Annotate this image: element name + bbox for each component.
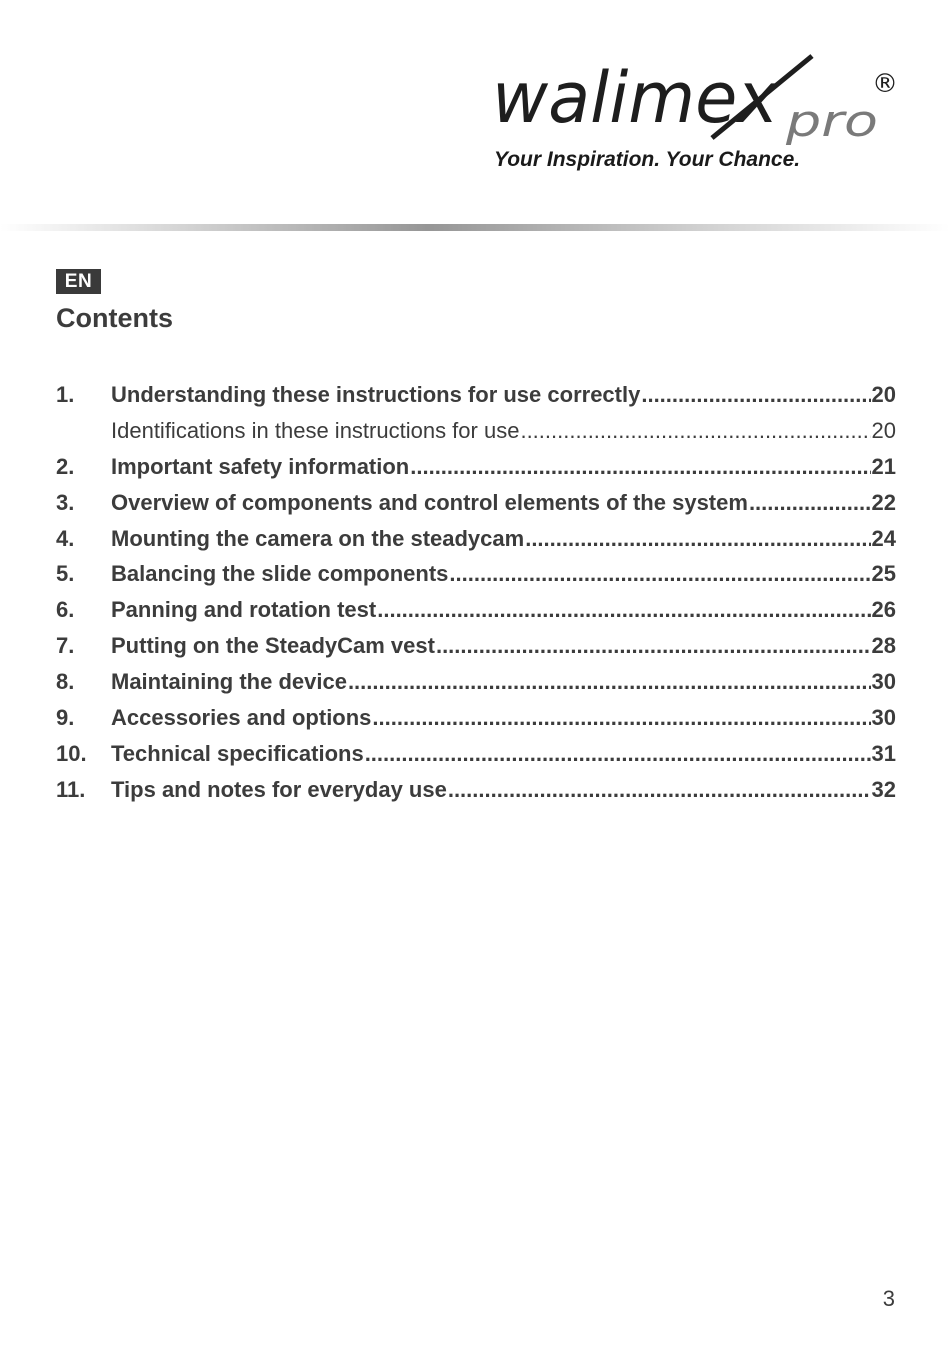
toc-dot-leader bbox=[520, 413, 870, 449]
toc-entry[interactable] bbox=[56, 736, 896, 772]
toc-entry-page: 21 bbox=[871, 453, 896, 479]
toc-entry[interactable] bbox=[56, 628, 896, 664]
toc-entry-number: 11. bbox=[56, 776, 86, 802]
toc-entry-title: Tips and notes for everyday use bbox=[111, 776, 447, 802]
toc-entry-title: Mounting the camera on the steadycam bbox=[111, 525, 525, 551]
toc-entry-page: 30 bbox=[871, 669, 896, 695]
toc-entry-title: Technical specifications bbox=[111, 740, 364, 766]
toc-entry-number: 4. bbox=[56, 525, 75, 551]
toc-entry[interactable] bbox=[56, 449, 896, 485]
toc-entry-number: 2. bbox=[56, 453, 75, 479]
toc-entry[interactable] bbox=[56, 521, 896, 557]
logo-wordmark bbox=[490, 52, 910, 147]
toc-dot-leader bbox=[365, 736, 871, 772]
brand-tagline: Your Inspiration. Your Chance. bbox=[494, 148, 801, 171]
registered-mark: ® bbox=[872, 69, 898, 99]
table-of-contents bbox=[56, 377, 896, 808]
toc-entry-page: 26 bbox=[871, 597, 896, 623]
logo-brand-text: walimex bbox=[492, 57, 779, 139]
toc-entry-page: 22 bbox=[871, 489, 896, 515]
contents-heading: Contents bbox=[56, 303, 173, 333]
toc-entry-number: 5. bbox=[56, 561, 75, 587]
gradient-divider bbox=[0, 224, 950, 231]
toc-entry-number: 10. bbox=[56, 740, 87, 766]
toc-entry-number: 7. bbox=[56, 633, 75, 659]
toc-entry[interactable] bbox=[56, 556, 896, 592]
toc-entry-page: 31 bbox=[871, 740, 896, 766]
toc-dot-leader bbox=[377, 592, 870, 628]
toc-dot-leader bbox=[749, 485, 871, 521]
toc-dot-leader bbox=[641, 377, 870, 413]
toc-dot-leader bbox=[410, 449, 870, 485]
toc-entry[interactable] bbox=[56, 772, 896, 808]
toc-entry[interactable] bbox=[56, 485, 896, 521]
toc-entry-title: Important safety information bbox=[111, 453, 410, 479]
toc-dot-leader bbox=[348, 664, 871, 700]
toc-dot-leader bbox=[436, 628, 871, 664]
toc-entry-number: 6. bbox=[56, 597, 75, 623]
toc-dot-leader bbox=[525, 521, 870, 557]
toc-dot-leader bbox=[372, 700, 870, 736]
toc-entry-page: 24 bbox=[871, 525, 896, 551]
toc-entry-title: Understanding these instructions for use correctly bbox=[111, 382, 641, 407]
toc-entry-page: 28 bbox=[871, 633, 896, 659]
toc-dot-leader bbox=[449, 556, 870, 592]
toc-entry[interactable] bbox=[56, 700, 896, 736]
toc-entry-title: Overview of components and control elements of the system bbox=[111, 489, 748, 515]
toc-entry-page: 20 bbox=[871, 382, 896, 407]
toc-entry[interactable] bbox=[56, 664, 896, 700]
page-number: 3 bbox=[882, 1286, 895, 1311]
walimex-pro-logo bbox=[490, 52, 910, 177]
toc-entry-page: 25 bbox=[871, 561, 896, 587]
toc-entry-title: Panning and rotation test bbox=[111, 597, 377, 623]
toc-entry-title: Balancing the slide components bbox=[111, 561, 449, 587]
toc-entry-page: 32 bbox=[871, 776, 896, 802]
toc-entry-number: 9. bbox=[56, 705, 75, 731]
toc-entry-title: Accessories and options bbox=[111, 705, 372, 731]
toc-entry[interactable] bbox=[56, 592, 896, 628]
toc-entry-title: Identifications in these instructions for use bbox=[111, 417, 520, 443]
toc-entry-page: 30 bbox=[871, 705, 896, 731]
language-badge: EN bbox=[56, 269, 101, 294]
toc-entry-title: Putting on the SteadyCam vest bbox=[111, 633, 435, 659]
toc-dot-leader bbox=[448, 772, 871, 808]
toc-entry-number: 3. bbox=[56, 489, 75, 515]
toc-entry-number: 8. bbox=[56, 669, 75, 695]
toc-entry-title: Maintaining the device bbox=[111, 669, 347, 695]
toc-entry-page: 20 bbox=[871, 417, 896, 443]
logo-pro-text: pro bbox=[784, 96, 878, 147]
toc-subentry[interactable] bbox=[56, 413, 896, 449]
toc-entry-number: 1. bbox=[56, 382, 75, 407]
toc-entry[interactable] bbox=[56, 377, 896, 413]
